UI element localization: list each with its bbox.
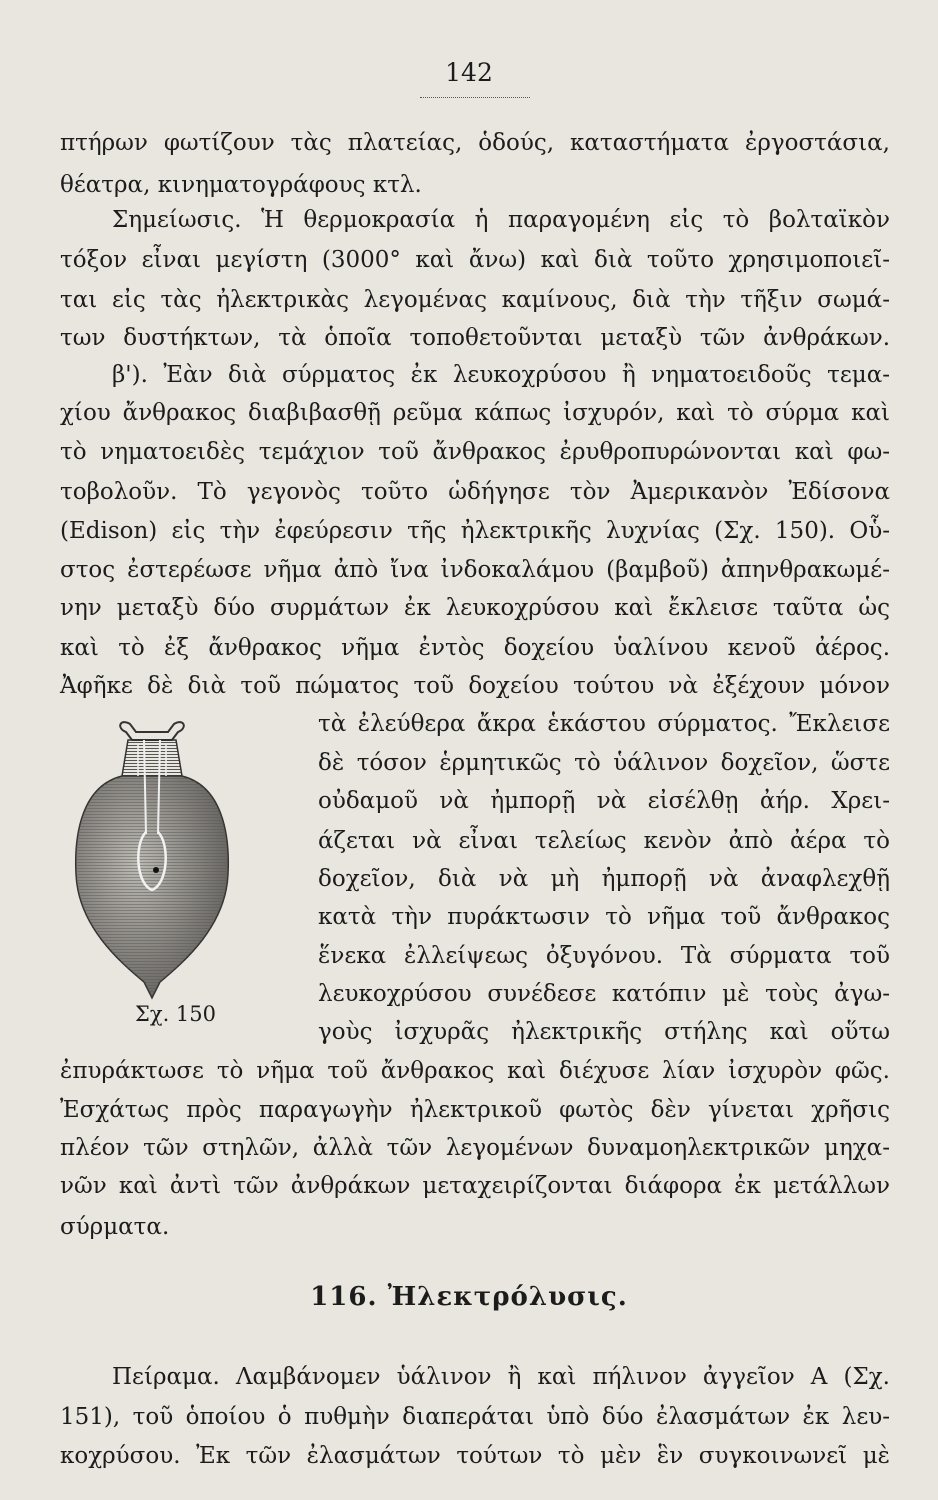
text-line: κοχρύσου. Ἐκ τῶν ἐλασμάτων τούτων τὸ μὲν ἓν συγκοινωνεῖ μὲ bbox=[60, 1443, 890, 1469]
text-line: πτήρων φωτίζουν τὰς πλατείας, ὁδούς, καταστήματα ἐργοστάσια, bbox=[60, 130, 890, 156]
figure-caption: Σχ. 150 bbox=[135, 1002, 217, 1026]
text-line: Πείραμα. Λαμβάνομεν ὑάλινον ἢ καὶ πήλινον ἀγγεῖον Α (Σχ. bbox=[112, 1364, 890, 1390]
text-line: οὐδαμοῦ νὰ ἠμπορῇ νὰ εἰσέλθῃ ἀήρ. Χρει- bbox=[318, 788, 890, 814]
text-line: ἐπυράκτωσε τὸ νῆμα τοῦ ἄνθρακος καὶ διέχυσε λίαν ἰσχυρὸν φῶς. bbox=[60, 1058, 890, 1084]
text-line: καὶ τὸ ἐξ ἄνθρακος νῆμα ἐντὸς δοχείου ὑαλίνου κενοῦ ἀέρος. bbox=[60, 635, 890, 661]
text-line: β'). Ἐὰν διὰ σύρματος ἐκ λευκοχρύσου ἢ νηματοειδοῦς τεμα- bbox=[112, 362, 890, 388]
text-line: δὲ τόσον ἑρμητικῶς τὸ ὑάλινον δοχεῖον, ὥστε bbox=[318, 750, 890, 776]
light-bulb-figure bbox=[72, 714, 232, 1009]
text-line: ἕνεκα ἐλλείψεως ὀξυγόνου. Τὰ σύρματα τοῦ bbox=[318, 943, 890, 969]
page-number: 142 bbox=[445, 58, 493, 87]
text-line: κατὰ τὴν πυράκτωσιν τὸ νῆμα τοῦ ἄνθρακος bbox=[318, 904, 890, 930]
text-line: χίου ἄνθρακος διαβιβασθῇ ρεῦμα κάπως ἰσχυρόν, καὶ τὸ σύρμα καὶ bbox=[60, 400, 890, 426]
text-line: νην μεταξὺ δύο συρμάτων ἐκ λευκοχρύσου καὶ ἔκλεισε ταῦτα ὡς bbox=[60, 595, 890, 621]
text-line: πλέον τῶν στηλῶν, ἀλλὰ τῶν λεγομένων δυναμοηλεκτρικῶν μηχα- bbox=[60, 1135, 890, 1161]
text-line: τὰ ἐλεύθερα ἄκρα ἑκάστου σύρματος. Ἔκλεισε bbox=[318, 711, 890, 737]
text-line: Σημείωσις. Ἡ θερμοκρασία ἡ παραγομένη εἰς τὸ βολταϊκὸν bbox=[112, 207, 890, 233]
bulb-neck bbox=[122, 740, 182, 776]
text-line: τόξον εἶναι μεγίστη (3000° καὶ ἄνω) καὶ διὰ τοῦτο χρησιμοποιεῖ- bbox=[60, 247, 890, 273]
text-line: στος ἐστερέωσε νῆμα ἀπὸ ἴνα ἰνδοκαλάμου (βαμβοῦ) ἀπηνθρακωμέ- bbox=[60, 557, 890, 583]
header-rule bbox=[420, 97, 530, 98]
text-line: λευκοχρύσου συνέδεσε κατόπιν μὲ τοὺς ἀγω- bbox=[318, 981, 890, 1007]
text-line: σύρματα. bbox=[60, 1214, 170, 1240]
text-line: τὸ νηματοειδὲς τεμάχιον τοῦ ἄνθρακος ἐρυθροπυρώνονται καὶ φω- bbox=[60, 439, 890, 465]
text-line: ται εἰς τὰς ἠλεκτρικὰς λεγομένας καμίνους, διὰ τὴν τῆξιν σωμά- bbox=[60, 287, 890, 313]
text-line: Ἀφῆκε δὲ διὰ τοῦ πώματος τοῦ δοχείου τούτου νὰ ἐξέχουν μόνον bbox=[60, 673, 890, 699]
text-line: νῶν καὶ ἀντὶ τῶν ἀνθράκων μεταχειρίζονται διάφορα ἐκ μετάλλων bbox=[60, 1173, 890, 1199]
text-line: θέατρα, κινηματογράφους κτλ. bbox=[60, 172, 422, 198]
text-line: τοβολοῦν. Τὸ γεγονὸς τοῦτο ὡδήγησε τὸν Ἀμερικανὸν Ἐδίσονα bbox=[60, 479, 890, 505]
bulb-cap bbox=[120, 722, 184, 740]
text-line: άζεται νὰ εἶναι τελείως κενὸν ἀπὸ ἀέρα τὸ bbox=[318, 828, 890, 854]
section-heading: 116. Ἠλεκτρόλυσις. bbox=[310, 1282, 628, 1312]
text-line: γοὺς ἰσχυρᾶς ἠλεκτρικῆς στήλης καὶ οὕτω bbox=[318, 1019, 890, 1045]
text-line: Ἐσχάτως πρὸς παραγωγὴν ἠλεκτρικοῦ φωτὸς δὲν γίνεται χρῆσις bbox=[60, 1097, 890, 1123]
text-line: 151), τοῦ ὁποίου ὁ πυθμὴν διαπεράται ὑπὸ δύο ἐλασμάτων ἐκ λευ- bbox=[60, 1404, 890, 1430]
text-line: των δυστήκτων, τὰ ὁποῖα τοποθετοῦνται μεταξὺ τῶν ἀνθράκων. bbox=[60, 325, 890, 351]
text-line: δοχεῖον, διὰ νὰ μὴ ἠμπορῇ νὰ ἀναφλεχθῇ bbox=[318, 866, 890, 892]
text-line: (Edison) εἰς τὴν ἐφεύρεσιν τῆς ἠλεκτρικῆς λυχνίας (Σχ. 150). Οὗ- bbox=[60, 518, 890, 544]
